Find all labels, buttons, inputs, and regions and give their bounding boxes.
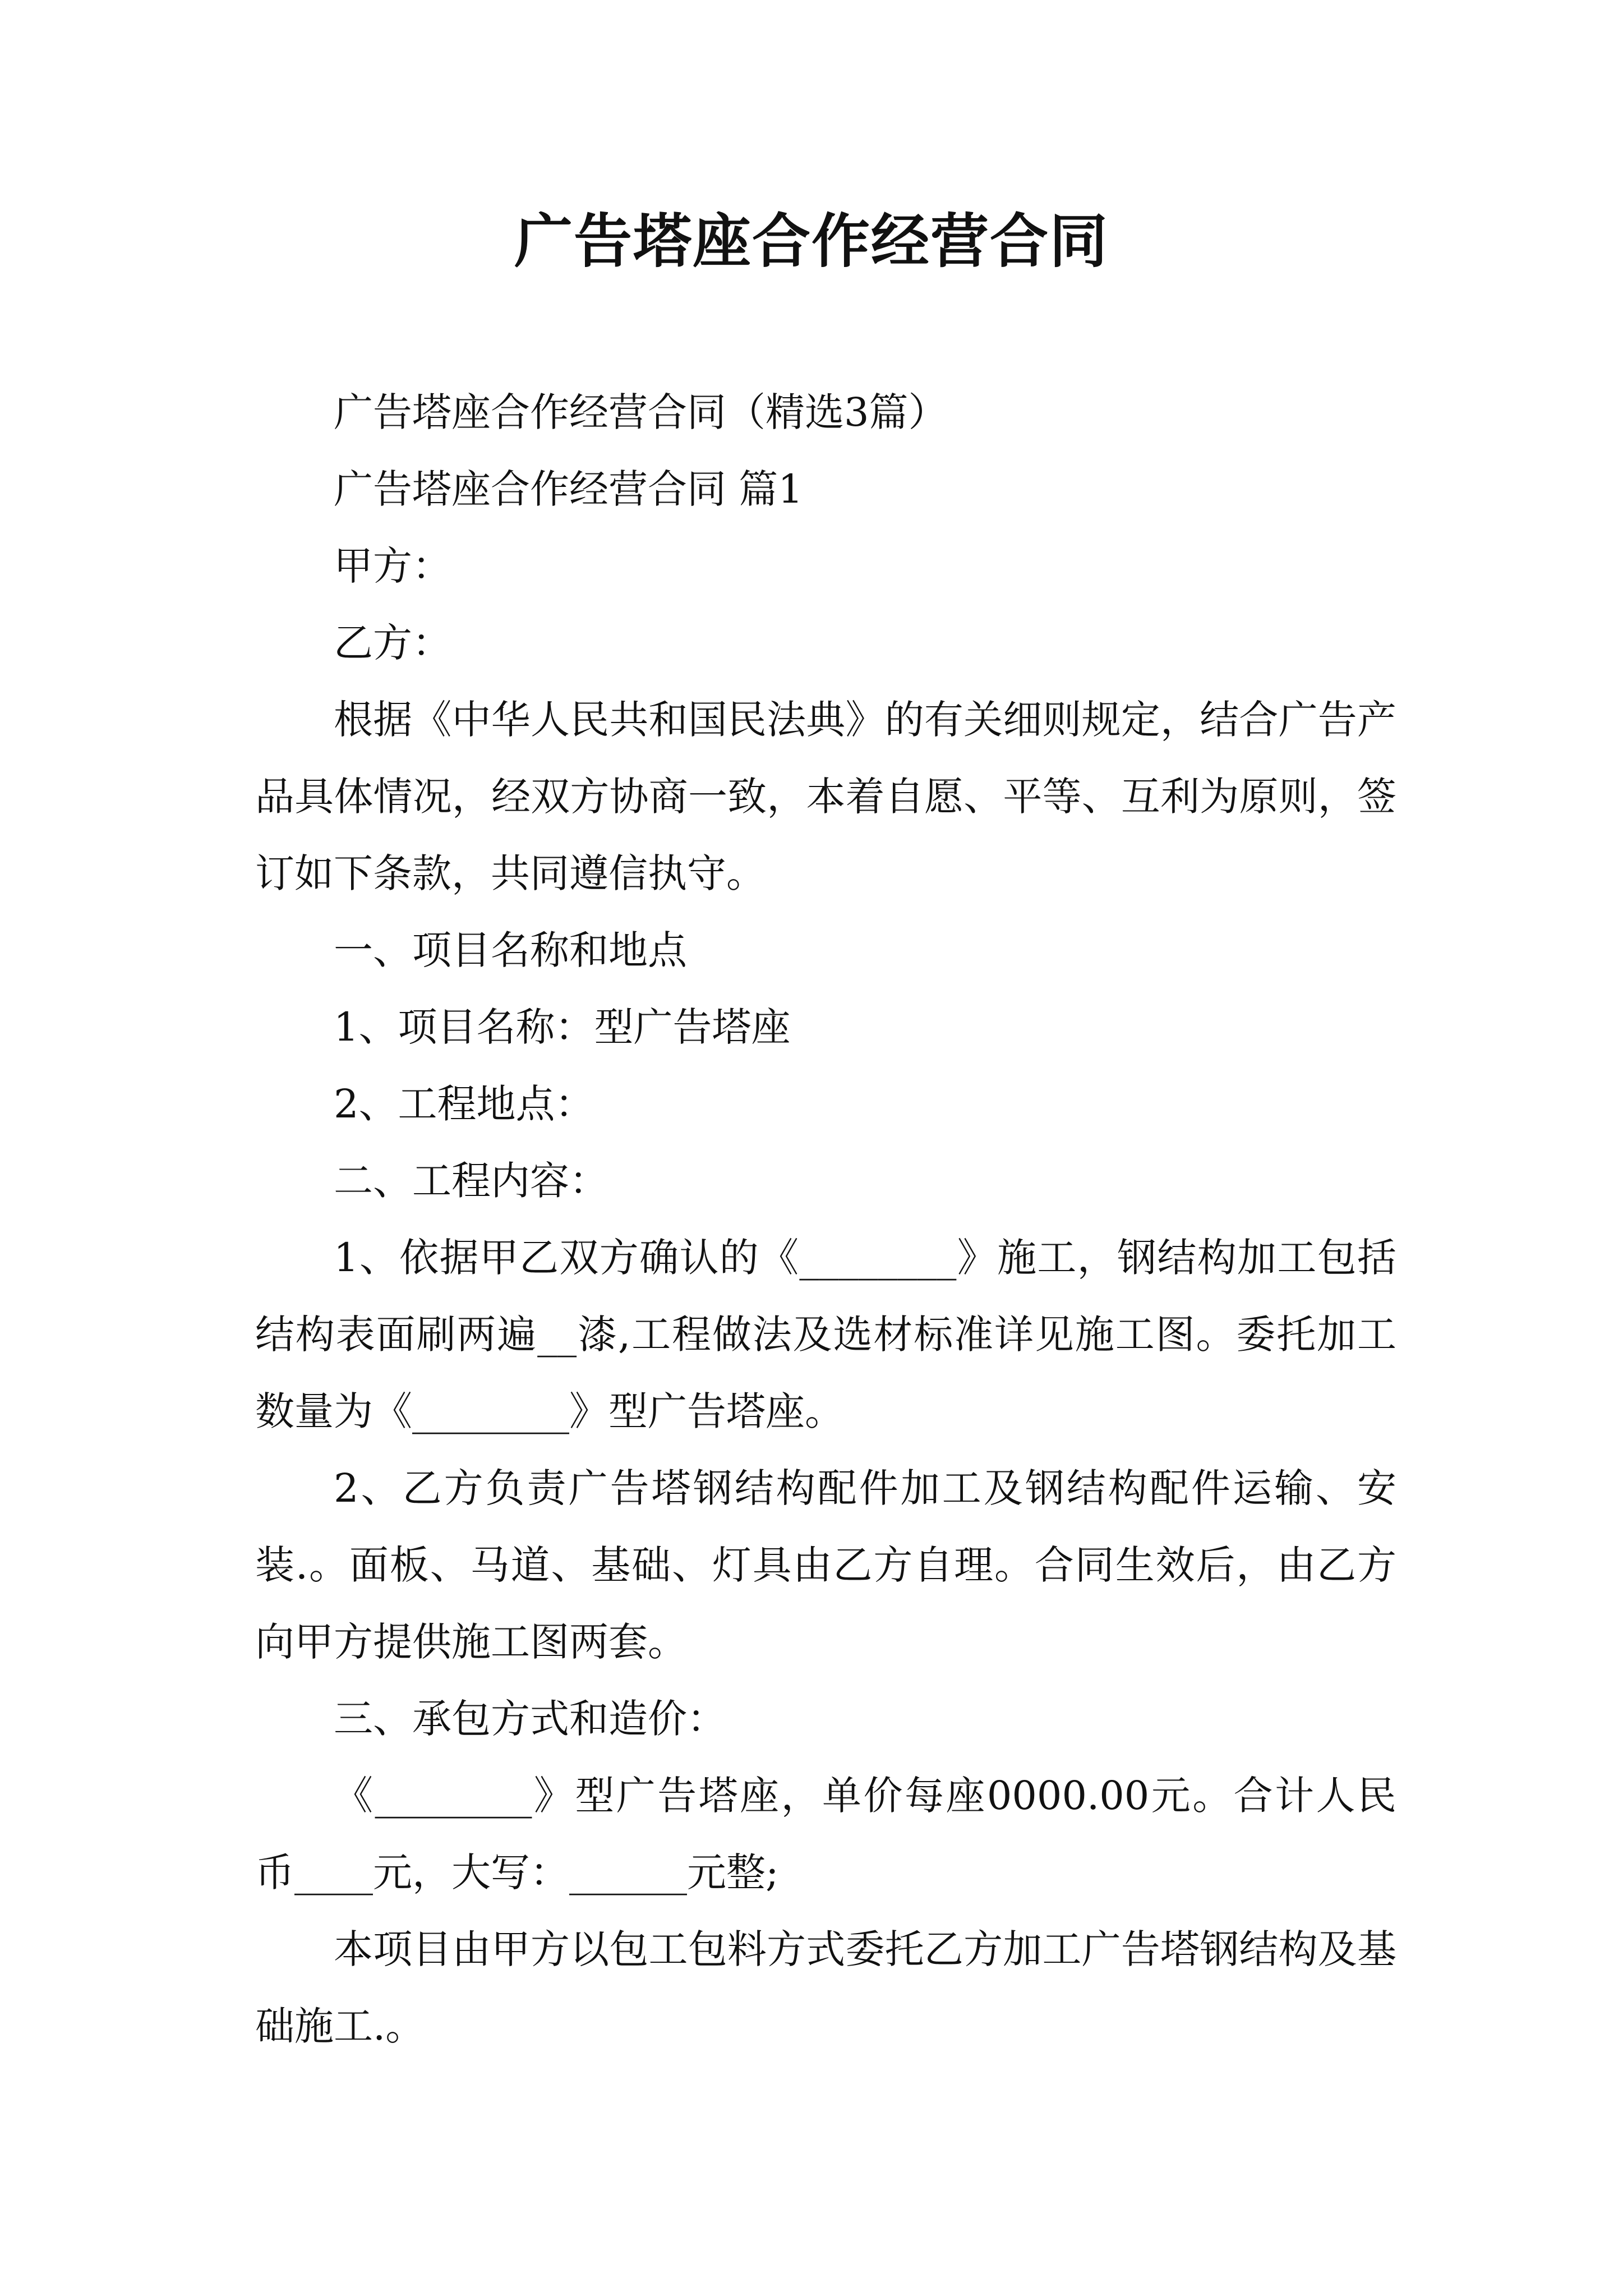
paragraph-preamble: 根据《中华人民共和国民法典》的有关细则规定，结合广告产品具体情况，经双方协商一致，本着自愿、平等、互利为原则，签订如下条款，共同遵信执守。 [255, 697, 1396, 896]
paragraph-project-location: 2、工程地点： [334, 1081, 594, 1127]
paragraph-project-name: 1、项目名称：型广告塔座 [334, 1004, 791, 1050]
section-heading-content: 二、工程内容： [334, 1158, 608, 1204]
section-heading-project: 一、项目名称和地点 [334, 927, 687, 973]
paragraph-party-a: 甲方： [334, 543, 451, 589]
paragraph-contract-mode: 本项目由甲方以包工包料方式委托乙方加工广告塔钢结构及基础施工.。 [255, 1926, 1396, 2049]
paragraph-party-b: 乙方： [334, 620, 451, 666]
paragraph-content-1: 1、依据甲乙双方确认的《________》施工，钢结构加工包括结构表面刷两遍__漆,工程做法及选材标准详见施工图。委托加工数量为《________》型广告塔座。 [255, 1235, 1396, 1434]
paragraph-price: 《________》型广告塔座，单价每座0000.00元。合计人民币____元，大写：______元整; [255, 1773, 1396, 1895]
document-body [255, 374, 1396, 2065]
document-title: 广告塔座合作经营合同 [514, 207, 1109, 275]
paragraph-subtitle: 广告塔座合作经营合同（精选3篇） [334, 389, 948, 435]
paragraph-part-heading: 广告塔座合作经营合同 篇1 [334, 466, 803, 512]
section-heading-contract-price: 三、承包方式和造价： [334, 1696, 726, 1742]
paragraph-content-2: 2、乙方负责广告塔钢结构配件加工及钢结构配件运输、安装.。面板、马道、基础、灯具由乙方自理。合同生效后，由乙方向甲方提供施工图两套。 [255, 1465, 1396, 1665]
